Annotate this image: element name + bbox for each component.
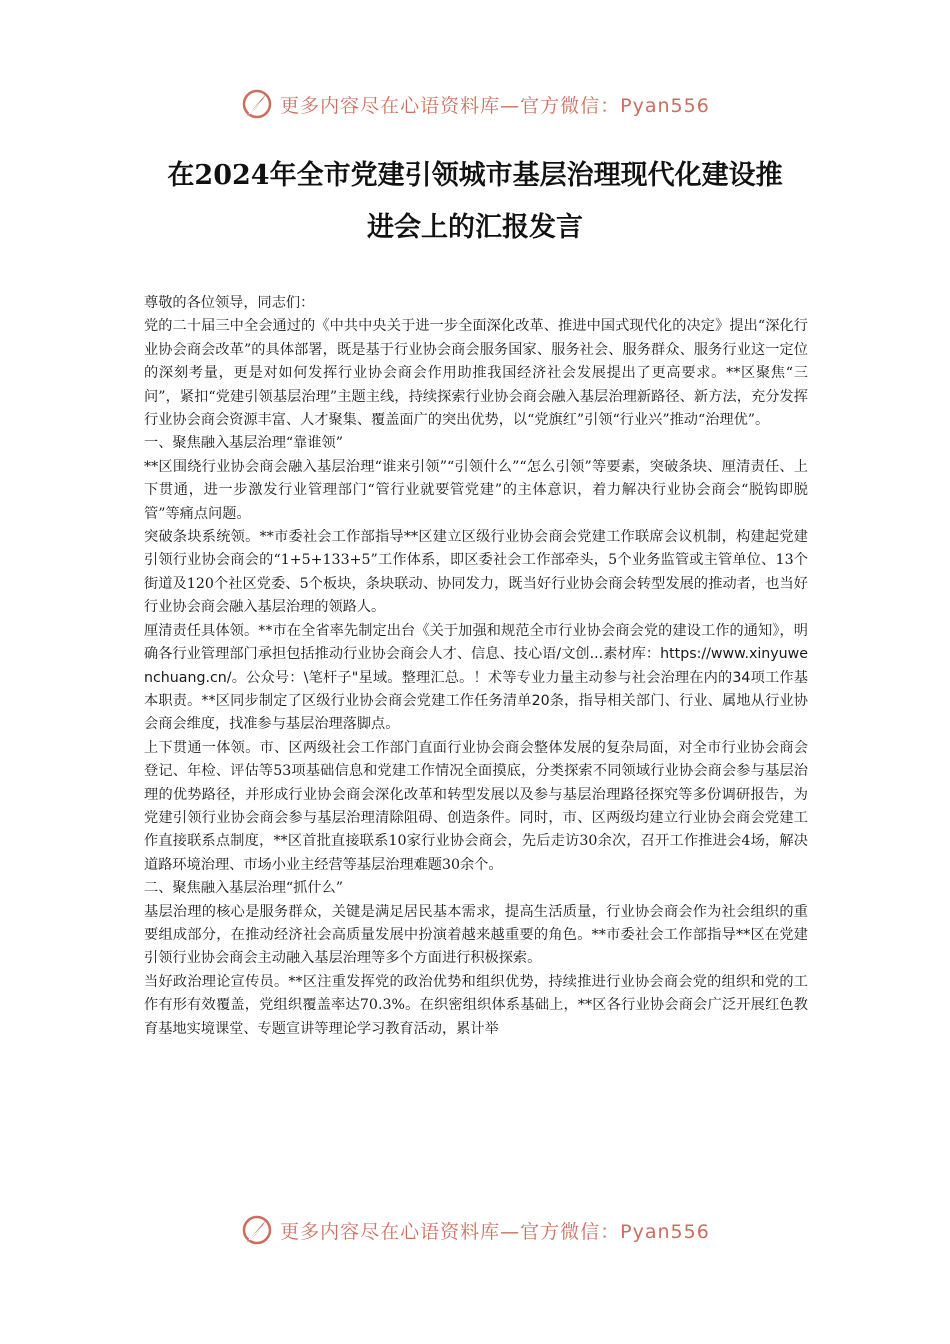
section-1-intro: **区围绕行业协会商会融入基层治理“谁来引领”“引领什么”“怎么引领”等要素，突破条块、厘清责任、上下贯通，进一步激发行业管理部门“管行业就要管党建”的主体意识，着力解决行业协会商会“脱钩即脱管”等痛点问题。 [144, 458, 808, 522]
bottom-banner [0, 1210, 950, 1250]
section-2-point-1: 当好政治理论宣传员。**区注重发挥党的政治优势和组织优势，持续推进行业协会商会党的组织和党的工作有形有效覆盖，党组织覆盖率达70.3%。在织密组织体系基础上，**区各行业协会商会广泛开展红色教育基地实境课堂、专题宣讲等理论学习教育活动，累计举 [144, 973, 808, 1037]
top-banner [0, 84, 950, 124]
section-heading-1: 一、聚焦融入基层治理“靠谁领” [144, 435, 343, 452]
title-line-1: 在2024年全市党建引领城市基层治理现代化建设推 [167, 160, 783, 191]
section-heading-2: 二、聚焦融入基层治理“抓什么” [144, 880, 343, 897]
section-1-point-2: 厘清责任具体领。**市在全省率先制定出台《关于加强和规范全市行业协会商会党的建设工作的通知》，明确各行业管理部门承担包括推动行业协会商会人才、信息、技心语/文创...素材库：https://www.xinyuwenchuang.cn/。公众号：\笔杆子"星域。整理汇总。！术等专业力量主动参与社会治理在内的34项工作基本职责。**区同步制定了区级行业协会商会党建工作任务清单20条，指导相关部门、行业、属地从行业协会商会维度，找准参与基层治理落脚点。 [144, 622, 808, 733]
document-body [144, 292, 808, 1041]
section-1-point-1: 突破条块系统领。**市委社会工作部指导**区建立区级行业协会商会党建工作联席会议机制，构建起党建引领行业协会商会的“1+5+133+5”工作体系，即区委社会工作部牵头，5个业务监管或主管单位、13个街道及120个社区党委、5个板块，条块联动、协同发力，既当好行业协会商会转型发展的推动者，也当好行业协会商会融入基层治理的领路人。 [144, 529, 808, 616]
banner-text: 更多内容尽在心语资料库—官方微信：Pyan556 [280, 94, 710, 117]
section-2-intro: 基层治理的核心是服务群众，关键是满足居民基本需求，提高生活质量，行业协会商会作为社会组织的重要组成部分，在推动经济社会高质量发展中扮演着越来越重要的角色。**市委社会工作部指导**区在党建引领行业协会商会主动融入基层治理等多个方面进行积极探索。 [144, 903, 808, 967]
section-1-point-3: 上下贯通一体领。市、区两级社会工作部门直面行业协会商会整体发展的复杂局面，对全市行业协会商会登记、年检、评估等53项基础信息和党建工作情况全面摸底，分类探索不同领域行业协会商会参与基层治理的优势路径，并形成行业协会商会深化改革和转型发展以及参与基层治理路径探究等多份调研报告，为党建引领行业协会商会参与基层治理清除阻碍、创造条件。同时，市、区两级均建立行业协会商会党建工作直接联系点制度，**区首批直接联系10家行业协会商会，先后走访30余次，召开工作推进会4场，解决道路环境治理、市场小业主经营等基层治理难题30余个。 [144, 739, 808, 873]
feather-circle-logo-icon [240, 1213, 274, 1247]
salutation: 尊敬的各位领导，同志们： [144, 295, 315, 311]
document-title [140, 150, 810, 254]
intro-paragraph: 党的二十届三中全会通过的《中共中央关于进一步全面深化改革、推进中国式现代化的决定》提出“深化行业协会商会改革”的具体部署，既是基于行业协会商会服务国家、服务社会、服务群众、服务行业这一定位的深刻考量，更是对如何发挥行业协会商会作用助推我国经济社会发展提出了更高要求。**区聚焦“三问”，紧扣“党建引领基层治理”主题主线，持续探索行业协会商会融入基层治理新路径、新方法，充分发挥行业协会商会资源丰富、人才聚集、覆盖面广的突出优势，以“党旗红”引领“行业兴”推动“治理优”。 [144, 318, 808, 429]
title-line-2: 进会上的汇报发言 [367, 212, 583, 243]
banner-text: 更多内容尽在心语资料库—官方微信：Pyan556 [280, 1220, 710, 1243]
feather-circle-logo-icon [240, 87, 274, 121]
